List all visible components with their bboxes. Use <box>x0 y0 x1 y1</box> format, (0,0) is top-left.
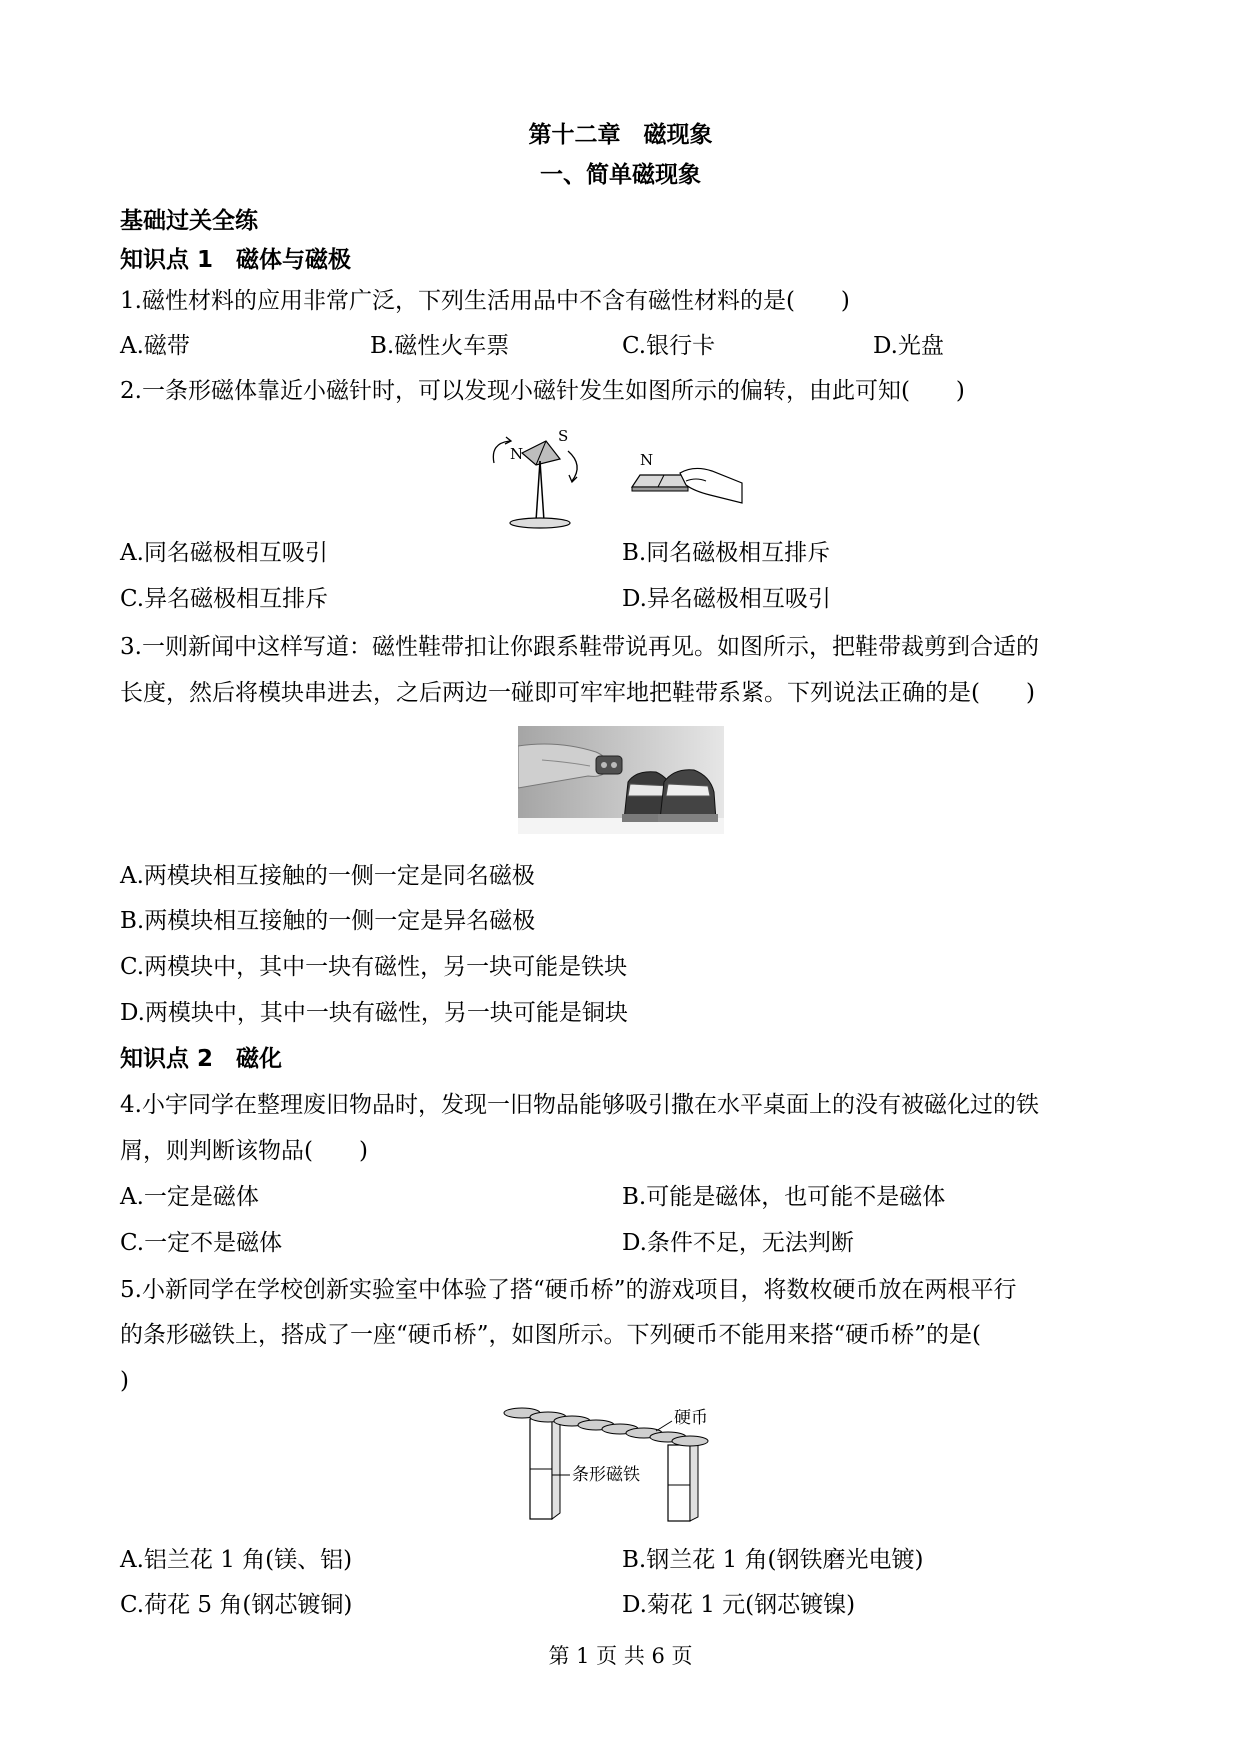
coin-bridge-figure <box>500 1405 740 1525</box>
question-2-stem: 2.一条形磁体靠近小磁针时，可以发现小磁针发生如图所示的偏转，由此可知( ) <box>120 378 965 404</box>
question-5-stem-line-1: 5.小新同学在学校创新实验室中体验了搭“硬币桥”的游戏项目，将数枚硬币放在两根平行 <box>120 1277 1017 1303</box>
question-3-stem-line-1: 3.一则新闻中这样写道：磁性鞋带扣让你跟系鞋带说再见。如图所示，把鞋带裁剪到合适的 <box>120 634 1039 660</box>
question-2-option-a: A.同名磁极相互吸引 <box>120 540 328 566</box>
question-2-option-b: B.同名磁极相互排斥 <box>622 540 831 566</box>
question-1-option-d: D.光盘 <box>873 333 944 359</box>
question-3-stem-line-2: 长度，然后将模块串进去，之后两边一碰即可牢牢地把鞋带系紧。下列说法正确的是( ) <box>120 680 1035 706</box>
compass-magnet-figure <box>480 425 750 535</box>
part-title: 基础过关全练 <box>120 208 258 234</box>
question-3-option-c: C.两模块中，其中一块有磁性，另一块可能是铁块 <box>120 954 628 980</box>
question-3-option-d: D.两模块中，其中一块有磁性，另一块可能是铜块 <box>120 1000 628 1026</box>
question-4-option-b: B.可能是磁体，也可能不是磁体 <box>622 1184 946 1210</box>
question-3-option-a: A.两模块相互接触的一侧一定是同名磁极 <box>120 863 535 889</box>
question-3-option-b: B.两模块相互接触的一侧一定是异名磁极 <box>120 908 536 934</box>
knowledge-point-1: 知识点 1 磁体与磁极 <box>120 247 352 273</box>
question-1-option-a: A.磁带 <box>120 333 190 359</box>
needle-n-label: N <box>510 445 524 463</box>
question-5-stem-line-3: ) <box>120 1368 129 1394</box>
question-4-option-a: A.一定是磁体 <box>120 1184 259 1210</box>
question-2-option-c: C.异名磁极相互排斥 <box>120 586 329 612</box>
question-4-stem-line-1: 4.小宇同学在整理废旧物品时，发现一旧物品能够吸引撒在水平桌面上的没有被磁化过的铁 <box>120 1092 1039 1118</box>
question-5-option-c: C.荷花 5 角(钢芯镀铜) <box>120 1592 353 1618</box>
question-2-option-d: D.异名磁极相互吸引 <box>622 586 831 612</box>
question-5-option-b: B.钢兰花 1 角(钢铁磨光电镀) <box>622 1547 924 1573</box>
question-1-option-b: B.磁性火车票 <box>370 333 510 359</box>
section-title: 一、简单磁现象 <box>540 162 701 188</box>
magnet-n-label: N <box>640 451 654 469</box>
needle-s-label: S <box>558 427 569 445</box>
question-4-option-c: C.一定不是磁体 <box>120 1230 283 1256</box>
shoe-lace-figure <box>518 726 724 834</box>
question-1-stem: 1.磁性材料的应用非常广泛，下列生活用品中不含有磁性材料的是( ) <box>120 288 850 314</box>
chapter-title: 第十二章 磁现象 <box>528 122 713 148</box>
page-footer: 第 1 页 共 6 页 <box>548 1644 693 1668</box>
knowledge-point-2: 知识点 2 磁化 <box>120 1046 283 1072</box>
question-5-stem-line-2: 的条形磁铁上，搭成了一座“硬币桥”，如图所示。下列硬币不能用来搭“硬币桥”的是( <box>120 1322 982 1348</box>
question-1-option-c: C.银行卡 <box>622 333 716 359</box>
coin-label: 硬币 <box>674 1408 708 1428</box>
question-5-option-d: D.菊花 1 元(钢芯镀镍) <box>622 1592 856 1618</box>
magnet-label: 条形磁铁 <box>572 1465 640 1485</box>
question-5-option-a: A.铝兰花 1 角(镁、铝) <box>120 1547 353 1573</box>
question-4-stem-line-2: 屑，则判断该物品( ) <box>120 1138 368 1164</box>
question-4-option-d: D.条件不足，无法判断 <box>622 1230 854 1256</box>
